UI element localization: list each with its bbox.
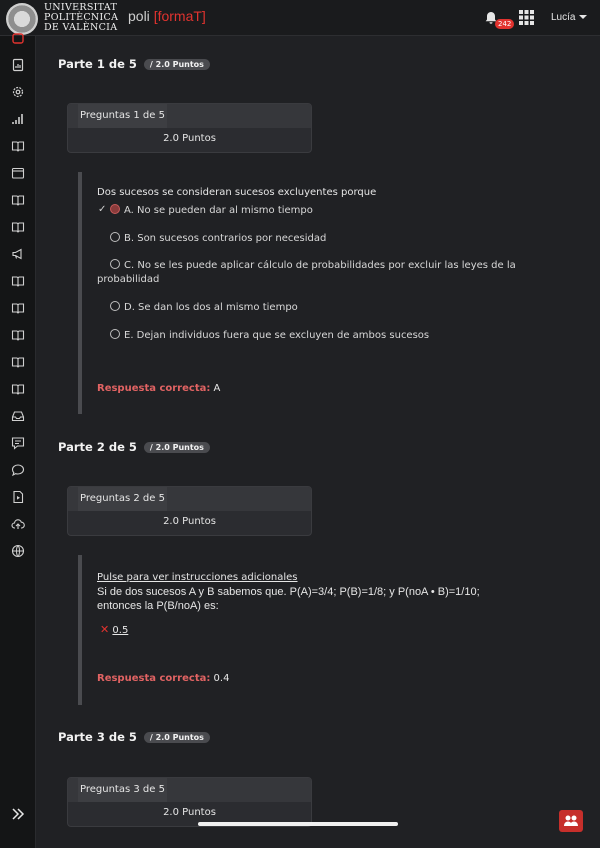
tool-sidebar	[0, 36, 36, 848]
inbox-icon[interactable]	[11, 409, 25, 423]
badge-icon[interactable]	[11, 32, 25, 46]
book-icon[interactable]	[11, 220, 25, 234]
book-icon[interactable]	[11, 139, 25, 153]
card-label: Preguntas 1 de 5	[78, 104, 167, 128]
book-icon[interactable]	[11, 355, 25, 369]
radio-button[interactable]	[110, 204, 120, 214]
poliformat-brand[interactable]: poli [formaT]	[128, 8, 206, 24]
brand-name: formaT	[157, 8, 202, 24]
option-c-continuation: probabilidad	[97, 274, 160, 285]
main-content	[36, 36, 600, 848]
card-label: Preguntas 3 de 5	[78, 778, 167, 802]
user-menu[interactable]	[551, 12, 587, 23]
gear-icon[interactable]	[11, 85, 25, 99]
cloud-upload-icon[interactable]	[11, 517, 25, 531]
option-a[interactable]: A. No se pueden dar al mismo tiempo	[110, 204, 313, 216]
bar-chart-icon[interactable]	[11, 112, 25, 126]
play-document-icon[interactable]	[11, 490, 25, 504]
instructions-link[interactable]: Pulse para ver instrucciones adicionales	[97, 572, 298, 583]
option-d[interactable]: D. Se dan los dos al mismo tiempo	[110, 301, 298, 313]
book-icon[interactable]	[11, 301, 25, 315]
megaphone-icon[interactable]	[11, 247, 25, 261]
question-card-2	[67, 486, 312, 536]
radio-button[interactable]	[110, 329, 120, 339]
card-points: 2.0 Puntos	[163, 133, 216, 144]
chevron-down-icon	[579, 15, 587, 19]
part-2-title: Parte 2 de 5 / 2.0 Puntos	[58, 440, 210, 454]
book-icon[interactable]	[11, 382, 25, 396]
option-e[interactable]: E. Dejan individuos fuera que se excluyen de ambos sucesos	[110, 329, 429, 341]
check-icon: ✓	[98, 204, 107, 215]
points-pill: / 2.0 Puntos	[144, 732, 210, 743]
scroll-indicator[interactable]	[198, 822, 398, 826]
notification-count-badge: 242	[495, 19, 514, 29]
question-text-line-1: Si de dos sucesos A y B sabemos que. P(A)=3/4; P(B)=1/8; y P(noA • B)=1/10;	[97, 586, 480, 598]
chat-icon[interactable]	[11, 463, 25, 477]
radio-button[interactable]	[110, 259, 120, 269]
book-icon[interactable]	[11, 328, 25, 342]
brand-prefix: poli	[128, 8, 150, 24]
radio-button[interactable]	[110, 301, 120, 311]
card-points: 2.0 Puntos	[163, 807, 216, 818]
points-pill: / 2.0 Puntos	[144, 442, 210, 453]
calendar-icon[interactable]	[11, 166, 25, 180]
book-icon[interactable]	[11, 274, 25, 288]
correct-answer: Respuesta correcta: 0.4	[97, 673, 230, 684]
top-header	[0, 0, 600, 36]
apps-grid-icon[interactable]	[519, 10, 534, 25]
part-1-title: Parte 1 de 5 / 2.0 Puntos	[58, 57, 210, 71]
report-icon[interactable]	[11, 58, 25, 72]
card-points: 2.0 Puntos	[163, 516, 216, 527]
option-b[interactable]: B. Son sucesos contrarios por necesidad	[110, 232, 326, 244]
option-c[interactable]: C. No se les puede aplicar cálculo de probabilidades por excluir las leyes de la	[110, 259, 516, 271]
user-name: Lucía	[551, 12, 576, 23]
given-answer: ✕ 0.5	[100, 623, 129, 636]
card-label: Preguntas 2 de 5	[78, 487, 167, 511]
people-icon	[559, 810, 583, 832]
book-icon[interactable]	[11, 193, 25, 207]
correct-answer: Respuesta correcta: A	[97, 383, 221, 394]
part-3-title: Parte 3 de 5 / 2.0 Puntos	[58, 730, 210, 744]
question-text-line-2: entonces la P(B/noA) es:	[97, 600, 219, 612]
message-icon[interactable]	[11, 436, 25, 450]
question-card-1	[67, 103, 312, 153]
points-pill: / 2.0 Puntos	[144, 59, 210, 70]
question-card-3	[67, 777, 312, 827]
globe-icon[interactable]	[11, 544, 25, 558]
double-chevron-right-icon[interactable]	[11, 806, 25, 820]
help-button[interactable]	[559, 810, 583, 832]
radio-button[interactable]	[110, 232, 120, 242]
x-mark-icon: ✕	[100, 623, 110, 636]
upv-seal-logo[interactable]	[6, 3, 38, 35]
institution-name[interactable]: UNIVERSITAT POLITÈCNICA DE VALÈNCIA	[44, 2, 119, 33]
question-text: Dos sucesos se consideran sucesos excluyentes porque	[97, 187, 377, 198]
